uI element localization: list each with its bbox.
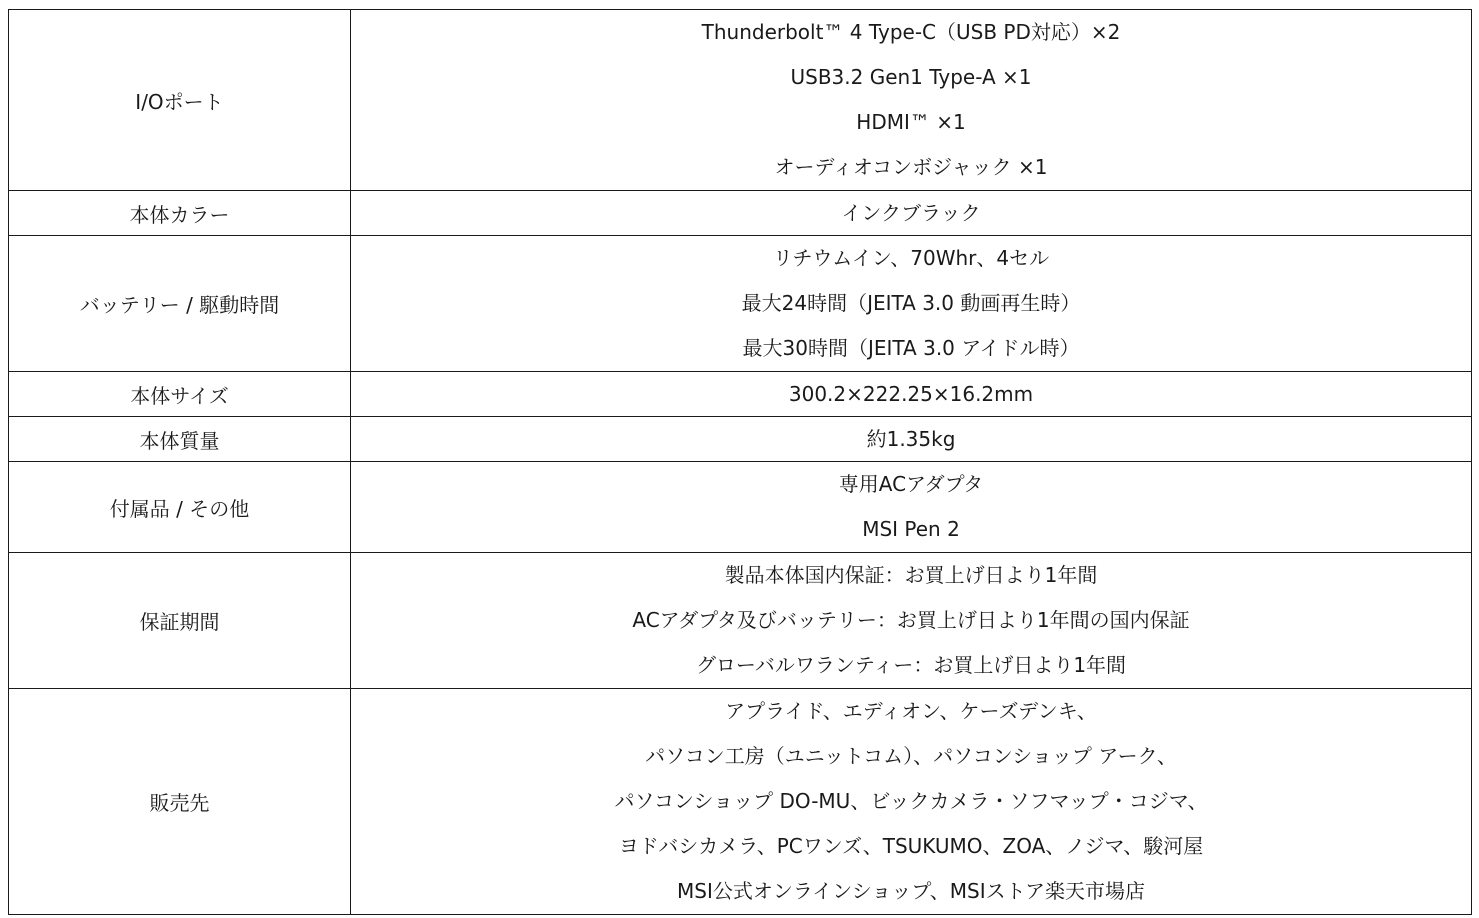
table-row-accessories bbox=[9, 462, 1472, 553]
row-value-cell bbox=[351, 462, 1472, 553]
row-value-cell bbox=[351, 10, 1472, 191]
row-label: 本体質量 bbox=[9, 417, 351, 462]
row-value-cell bbox=[351, 417, 1472, 462]
value-line: ヨドバシカメラ、PCワンズ、TSUKUMO、ZOA、ノジマ、駿河屋 bbox=[618, 834, 1204, 858]
table-row-warranty bbox=[9, 553, 1472, 689]
table-row-size bbox=[9, 372, 1472, 417]
row-label: バッテリー / 駆動時間 bbox=[9, 236, 351, 372]
row-value-cell bbox=[351, 372, 1472, 417]
value-line: 最大24時間（JEITA 3.0 動画再生時） bbox=[741, 291, 1081, 315]
value-line: 約1.35kg bbox=[866, 427, 956, 451]
row-label: 本体カラー bbox=[9, 191, 351, 236]
value-line: インクブラック bbox=[841, 201, 981, 225]
row-value-cell bbox=[351, 191, 1472, 236]
value-line: リチウムイン、70Whr、4セル bbox=[772, 246, 1050, 270]
value-line: グローバルワランティー：お買上げ日より1年間 bbox=[695, 653, 1127, 677]
row-label: 販売先 bbox=[9, 689, 351, 915]
value-line: パソコンショップ DO-MU、ビックカメラ・ソフマップ・コジマ、 bbox=[614, 789, 1208, 813]
row-label: 付属品 / その他 bbox=[9, 462, 351, 553]
value-line: HDMI™ ×1 bbox=[856, 110, 966, 134]
value-line: MSI Pen 2 bbox=[862, 517, 960, 541]
value-line: 専用ACアダプタ bbox=[838, 472, 984, 496]
value-line: Thunderbolt™ 4 Type-C（USB PD対応）×2 bbox=[701, 20, 1121, 44]
value-line: アプライド、エディオン、ケーズデンキ、 bbox=[725, 699, 1097, 723]
value-line: MSI公式オンラインショップ、MSIストア楽天市場店 bbox=[677, 879, 1145, 903]
value-line: 300.2×222.25×16.2mm bbox=[788, 382, 1034, 406]
table-row-color bbox=[9, 191, 1472, 236]
table-row-weight bbox=[9, 417, 1472, 462]
table-row-battery bbox=[9, 236, 1472, 372]
row-value-cell bbox=[351, 553, 1472, 689]
row-label: 保証期間 bbox=[9, 553, 351, 689]
value-line: 最大30時間（JEITA 3.0 アイドル時） bbox=[742, 336, 1080, 360]
table-row-io-ports bbox=[9, 10, 1472, 191]
row-label: I/Oポート bbox=[9, 10, 351, 191]
row-value-cell bbox=[351, 689, 1472, 915]
value-line: オーディオコンボジャック ×1 bbox=[774, 155, 1048, 179]
value-line: 製品本体国内保証：お買上げ日より1年間 bbox=[724, 563, 1098, 587]
value-line: パソコン工房（ユニットコム）、パソコンショップ アーク、 bbox=[645, 744, 1177, 768]
row-label: 本体サイズ bbox=[9, 372, 351, 417]
row-value-cell bbox=[351, 236, 1472, 372]
value-line: USB3.2 Gen1 Type-A ×1 bbox=[790, 65, 1032, 89]
value-line: ACアダプタ及びバッテリー：お買上げ日より1年間の国内保証 bbox=[632, 608, 1190, 632]
spec-table bbox=[8, 9, 1472, 915]
table-row-retailers bbox=[9, 689, 1472, 915]
